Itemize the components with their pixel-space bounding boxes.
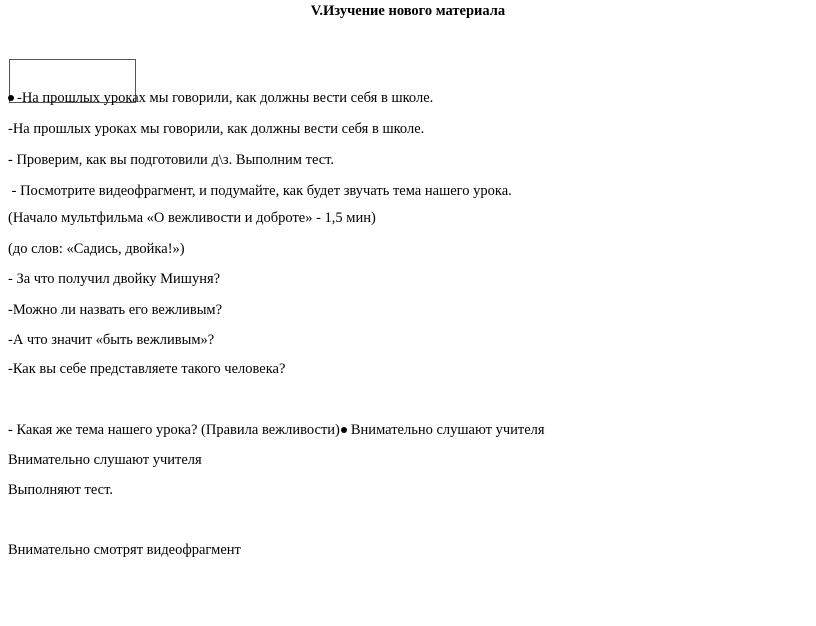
line-text: - Какая же тема нашего урока? (Правила вежливости) — [8, 422, 340, 438]
text-line: -Как вы себе представляете такого человека? — [8, 361, 286, 377]
text-line: Внимательно смотрят видеофрагмент — [8, 542, 241, 558]
bullet-icon — [341, 427, 347, 433]
text-line: -На прошлых уроках мы говорили, как должны вести себя в школе. — [8, 121, 425, 137]
text-line: Внимательно слушают учителя — [8, 452, 202, 468]
bulleted-line — [8, 89, 433, 107]
line-text: Внимательно слушают учителя — [350, 422, 545, 438]
text-line: Выполняют тест. — [8, 482, 113, 498]
text-line: - Проверим, как вы подготовили д\з. Выполним тест. — [8, 152, 335, 168]
bullet-icon — [8, 95, 14, 101]
text-line: - За что получил двойку Мишуня? — [8, 271, 221, 287]
line-text: -На прошлых уроках мы говорили, как должны вести себя в школе. — [17, 90, 434, 106]
text-line: - Посмотрите видеофрагмент, и подумайте, как будет звучать тема нашего урока. — [8, 183, 512, 199]
mixed-line — [8, 421, 545, 439]
text-line: (Начало мультфильма «О вежливости и доброте» - 1,5 мин) — [8, 210, 376, 226]
text-line: -А что значит «быть вежливым»? — [8, 332, 215, 348]
text-line: (до слов: «Садись, двойка!») — [8, 241, 185, 257]
page-title: V.Изучение нового материала — [310, 3, 506, 19]
text-line: -Можно ли назвать его вежливым? — [8, 302, 223, 318]
